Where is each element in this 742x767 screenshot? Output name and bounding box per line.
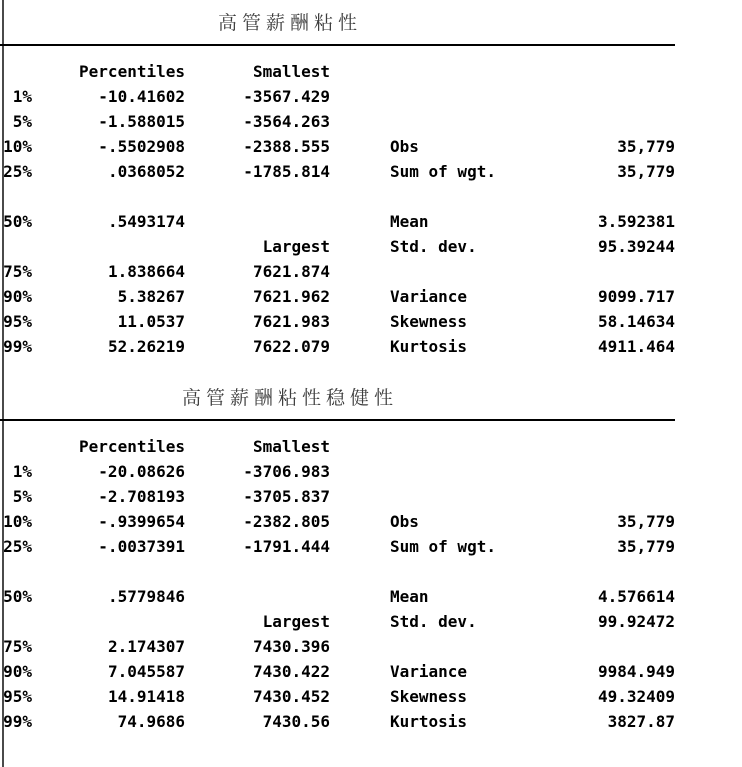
extreme-value: Smallest [252, 62, 330, 81]
stat-label: Kurtosis [390, 712, 468, 731]
table-row [0, 659, 675, 684]
table-row [0, 334, 675, 359]
percentile-value: -1.588015 [98, 112, 185, 131]
extreme-value: -3706.983 [243, 462, 330, 481]
percentile-value: 14.91418 [107, 687, 185, 706]
percentile-value: 7.045587 [107, 662, 185, 681]
stat-label [390, 634, 540, 659]
percentile-label [0, 59, 32, 84]
summary-rows [0, 434, 675, 734]
stat-label: Mean [390, 587, 429, 606]
extreme-value: 7430.452 [252, 687, 330, 706]
table-row [0, 184, 675, 209]
table-row [0, 584, 675, 609]
percentile-value: -20.08626 [98, 462, 185, 481]
stat-label [390, 259, 540, 284]
stat-label [390, 484, 540, 509]
stat-label [390, 109, 540, 134]
stat-label: Std. dev. [390, 612, 477, 631]
table-row [0, 509, 675, 534]
stat-label: Obs [390, 137, 419, 156]
stat-value [540, 434, 675, 459]
extreme-value: 7621.962 [252, 287, 330, 306]
stat-value: 99.92472 [597, 612, 675, 631]
percentile-label: 90% [3, 662, 32, 681]
extreme-value: Smallest [252, 437, 330, 456]
stat-label [390, 459, 540, 484]
extreme-value [185, 559, 330, 584]
extreme-value [185, 584, 330, 609]
summary-table-exec-pay-stickiness-robustness [0, 383, 675, 734]
percentile-value: -2.708193 [98, 487, 185, 506]
table-row [0, 609, 675, 634]
percentile-label: 25% [3, 537, 32, 556]
percentile-label: 50% [3, 587, 32, 606]
percentile-label: 75% [3, 637, 32, 656]
percentile-value: 52.26219 [107, 337, 185, 356]
stat-label: Variance [390, 287, 468, 306]
extreme-value: -3564.263 [243, 112, 330, 131]
extreme-value: 7430.422 [252, 662, 330, 681]
percentile-label: 5% [12, 487, 32, 506]
percentile-value: Percentiles [79, 437, 185, 456]
extreme-value [185, 209, 330, 234]
stat-value [540, 109, 675, 134]
percentile-value: -.0037391 [98, 537, 185, 556]
extreme-value: 7621.983 [252, 312, 330, 331]
stat-value [540, 259, 675, 284]
stat-label [390, 84, 540, 109]
percentile-value [32, 559, 185, 584]
extreme-value: -3705.837 [243, 487, 330, 506]
table-row [0, 84, 675, 109]
stat-label [390, 559, 540, 584]
extreme-value: -1791.444 [243, 537, 330, 556]
table-title: 高管薪酬粘性稳健性 [181, 387, 398, 409]
extreme-value: 7621.874 [252, 262, 330, 281]
percentile-value: -.9399654 [98, 512, 185, 531]
stat-label: Obs [390, 512, 419, 531]
stat-label: Kurtosis [390, 337, 468, 356]
table-row [0, 559, 675, 584]
table-title: 高管薪酬粘性 [217, 12, 362, 34]
table-row [0, 534, 675, 559]
stat-label [390, 59, 540, 84]
summary-table-exec-pay-stickiness [0, 8, 675, 359]
percentile-label: 5% [12, 112, 32, 131]
stat-value: 49.32409 [597, 687, 675, 706]
stat-label: Mean [390, 212, 429, 231]
percentile-value [32, 184, 185, 209]
stat-label [390, 434, 540, 459]
percentile-value: .0368052 [107, 162, 185, 181]
percentile-label: 10% [3, 137, 32, 156]
percentile-label: 90% [3, 287, 32, 306]
stat-value: 35,779 [617, 537, 675, 556]
stat-label: Sum of wgt. [390, 162, 496, 181]
stat-value: 3827.87 [607, 712, 675, 731]
table-row [0, 109, 675, 134]
stat-value [540, 634, 675, 659]
title-rule [0, 419, 675, 421]
stat-label: Skewness [390, 687, 468, 706]
percentile-value: 74.9686 [117, 712, 185, 731]
stat-value: 58.14634 [597, 312, 675, 331]
stat-value [540, 459, 675, 484]
extreme-value: Largest [262, 612, 330, 631]
extreme-value: -2388.555 [243, 137, 330, 156]
extreme-value: -3567.429 [243, 87, 330, 106]
stat-label: Skewness [390, 312, 468, 331]
table-row [0, 234, 675, 259]
table-row [0, 684, 675, 709]
percentile-label [0, 609, 32, 634]
percentile-value: -10.41602 [98, 87, 185, 106]
stat-value: 35,779 [617, 137, 675, 156]
table-row [0, 634, 675, 659]
stat-label: Std. dev. [390, 237, 477, 256]
percentile-label [0, 434, 32, 459]
percentile-value: 1.838664 [107, 262, 185, 281]
percentile-label [0, 234, 32, 259]
stat-value [540, 184, 675, 209]
stat-value: 35,779 [617, 162, 675, 181]
percentile-label: 50% [3, 212, 32, 231]
percentile-label: 95% [3, 312, 32, 331]
extreme-value: 7430.56 [262, 712, 330, 731]
stat-value: 3.592381 [597, 212, 675, 231]
percentile-label: 95% [3, 687, 32, 706]
stat-value [540, 59, 675, 84]
stat-label: Sum of wgt. [390, 537, 496, 556]
table-row [0, 59, 675, 84]
extreme-value: 7430.396 [252, 637, 330, 656]
stat-value: 4.576614 [597, 587, 675, 606]
table-row [0, 259, 675, 284]
extreme-value: 7622.079 [252, 337, 330, 356]
table-row [0, 484, 675, 509]
percentile-value: 11.0537 [117, 312, 185, 331]
stat-label: Variance [390, 662, 468, 681]
percentile-label: 1% [12, 462, 32, 481]
extreme-value: -1785.814 [243, 162, 330, 181]
table-row [0, 709, 675, 734]
table-row [0, 284, 675, 309]
percentile-label: 99% [3, 712, 32, 731]
percentile-label [0, 184, 32, 209]
percentile-value: Percentiles [79, 62, 185, 81]
percentile-label: 25% [3, 162, 32, 181]
percentile-label: 99% [3, 337, 32, 356]
table-row [0, 309, 675, 334]
percentile-value: .5779846 [107, 587, 185, 606]
stat-value: 95.39244 [597, 237, 675, 256]
stat-value: 4911.464 [597, 337, 675, 356]
percentile-label: 1% [12, 87, 32, 106]
table-row [0, 134, 675, 159]
table-row [0, 159, 675, 184]
summary-rows [0, 59, 675, 359]
stat-value: 9099.717 [597, 287, 675, 306]
extreme-value [185, 184, 330, 209]
stat-value [540, 84, 675, 109]
table-row [0, 209, 675, 234]
table-row [0, 434, 675, 459]
stat-value: 9984.949 [597, 662, 675, 681]
stat-value: 35,779 [617, 512, 675, 531]
percentile-value: 2.174307 [107, 637, 185, 656]
extreme-value: Largest [262, 237, 330, 256]
extreme-value: -2382.805 [243, 512, 330, 531]
stat-label [390, 184, 540, 209]
percentile-value: -.5502908 [98, 137, 185, 156]
percentile-label: 75% [3, 262, 32, 281]
percentile-label [0, 559, 32, 584]
table-row [0, 459, 675, 484]
percentile-value: .5493174 [107, 212, 185, 231]
percentile-value [32, 609, 185, 634]
percentile-value: 5.38267 [117, 287, 185, 306]
percentile-value [32, 234, 185, 259]
title-rule [0, 44, 675, 46]
percentile-label: 10% [3, 512, 32, 531]
stat-value [540, 559, 675, 584]
stat-value [540, 484, 675, 509]
